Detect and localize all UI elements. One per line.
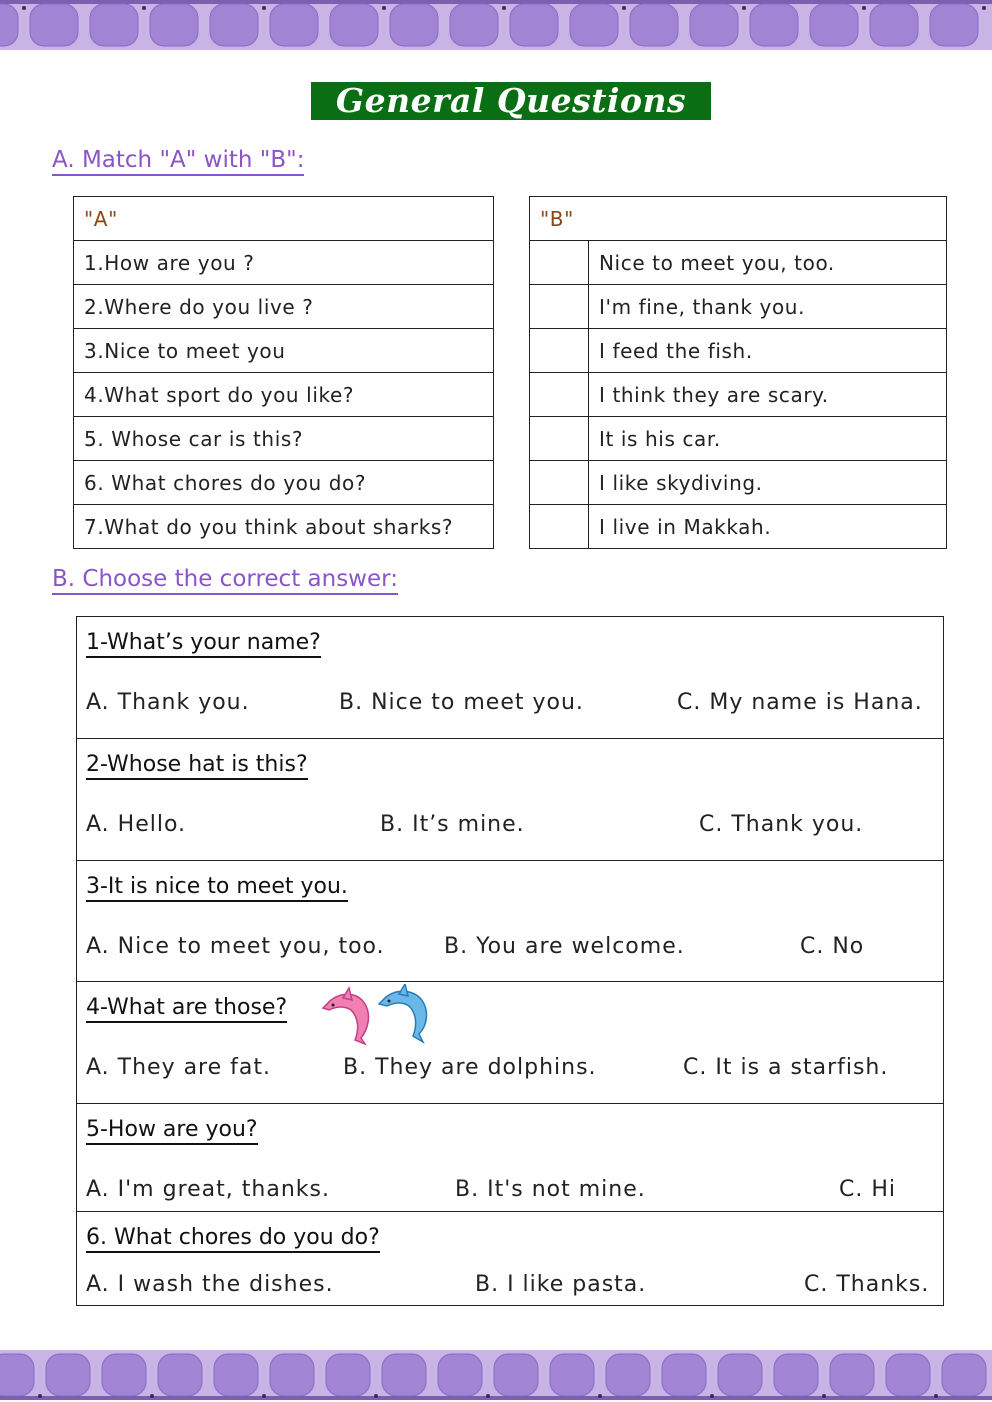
match-b-item: It is his car. xyxy=(589,417,947,461)
scalloped-border-graphic xyxy=(0,1350,992,1400)
match-b-item: I feed the fish. xyxy=(589,329,947,373)
option-a[interactable]: A. Nice to meet you, too. xyxy=(86,934,385,959)
answer-box[interactable] xyxy=(530,461,589,505)
answer-box[interactable] xyxy=(530,505,589,549)
option-b[interactable]: B. It’s mine. xyxy=(380,812,525,837)
multiple-choice-box xyxy=(76,616,944,1306)
option-b[interactable]: B. They are dolphins. xyxy=(343,1055,597,1080)
option-a[interactable]: A. I'm great, thanks. xyxy=(86,1177,330,1202)
question-text: 5-How are you? xyxy=(86,1117,258,1145)
dolphin-icon xyxy=(379,984,426,1042)
match-table-b xyxy=(529,196,947,549)
question-text: 1-What’s your name? xyxy=(86,630,321,658)
answer-box[interactable] xyxy=(530,285,589,329)
answer-box[interactable] xyxy=(530,329,589,373)
section-a-heading-text: A. Match "A" with "B": xyxy=(52,147,304,176)
match-b-item: I think they are scary. xyxy=(589,373,947,417)
option-c[interactable]: C. No xyxy=(800,934,865,959)
match-b-item: I live in Makkah. xyxy=(589,505,947,549)
match-a-item: 2.Where do you live ? xyxy=(74,285,494,329)
question-block xyxy=(77,1212,943,1305)
option-a[interactable]: A. Thank you. xyxy=(86,690,250,715)
answer-box[interactable] xyxy=(530,241,589,285)
option-b[interactable]: B. You are welcome. xyxy=(444,934,685,959)
option-b[interactable]: B. Nice to meet you. xyxy=(339,690,584,715)
section-b-heading xyxy=(52,566,398,592)
question-block xyxy=(77,739,943,861)
option-a[interactable]: A. Hello. xyxy=(86,812,187,837)
column-b-header: "B" xyxy=(530,197,947,241)
question-text: 3-It is nice to meet you. xyxy=(86,874,348,902)
option-c[interactable]: C. My name is Hana. xyxy=(677,690,923,715)
match-a-item: 5. Whose car is this? xyxy=(74,417,494,461)
question-block xyxy=(77,1104,943,1212)
bottom-decorative-border xyxy=(0,1350,992,1400)
match-b-item: I'm fine, thank you. xyxy=(589,285,947,329)
scalloped-border-graphic xyxy=(0,0,992,50)
match-a-item: 3.Nice to meet you xyxy=(74,329,494,373)
question-text: 4-What are those? xyxy=(86,995,287,1023)
match-table-a xyxy=(73,196,494,549)
option-c[interactable]: C. Thank you. xyxy=(699,812,864,837)
page-title: General Questions xyxy=(311,82,711,120)
match-b-item: I like skydiving. xyxy=(589,461,947,505)
top-decorative-border xyxy=(0,0,992,50)
dolphins-illustration xyxy=(319,984,434,1048)
option-a[interactable]: A. I wash the dishes. xyxy=(86,1272,334,1297)
answer-box[interactable] xyxy=(530,373,589,417)
match-b-item: Nice to meet you, too. xyxy=(589,241,947,285)
match-a-item: 1.How are you ? xyxy=(74,241,494,285)
dolphin-icon xyxy=(323,988,368,1044)
question-block xyxy=(77,861,943,982)
match-a-item: 4.What sport do you like? xyxy=(74,373,494,417)
option-c[interactable]: C. It is a starfish. xyxy=(683,1055,889,1080)
option-b[interactable]: B. I like pasta. xyxy=(475,1272,647,1297)
section-a-heading xyxy=(52,147,304,173)
option-c[interactable]: C. Thanks. xyxy=(804,1272,930,1297)
answer-box[interactable] xyxy=(530,417,589,461)
question-block xyxy=(77,982,943,1104)
option-a[interactable]: A. They are fat. xyxy=(86,1055,271,1080)
question-text: 2-Whose hat is this? xyxy=(86,752,308,780)
match-a-item: 7.What do you think about sharks? xyxy=(74,505,494,549)
question-block xyxy=(77,617,943,739)
match-a-item: 6. What chores do you do? xyxy=(74,461,494,505)
column-a-header: "A" xyxy=(74,197,494,241)
option-c[interactable]: C. Hi xyxy=(839,1177,897,1202)
question-text: 6. What chores do you do? xyxy=(86,1225,380,1253)
section-b-heading-text: B. Choose the correct answer: xyxy=(52,566,398,595)
option-b[interactable]: B. It's not mine. xyxy=(455,1177,646,1202)
